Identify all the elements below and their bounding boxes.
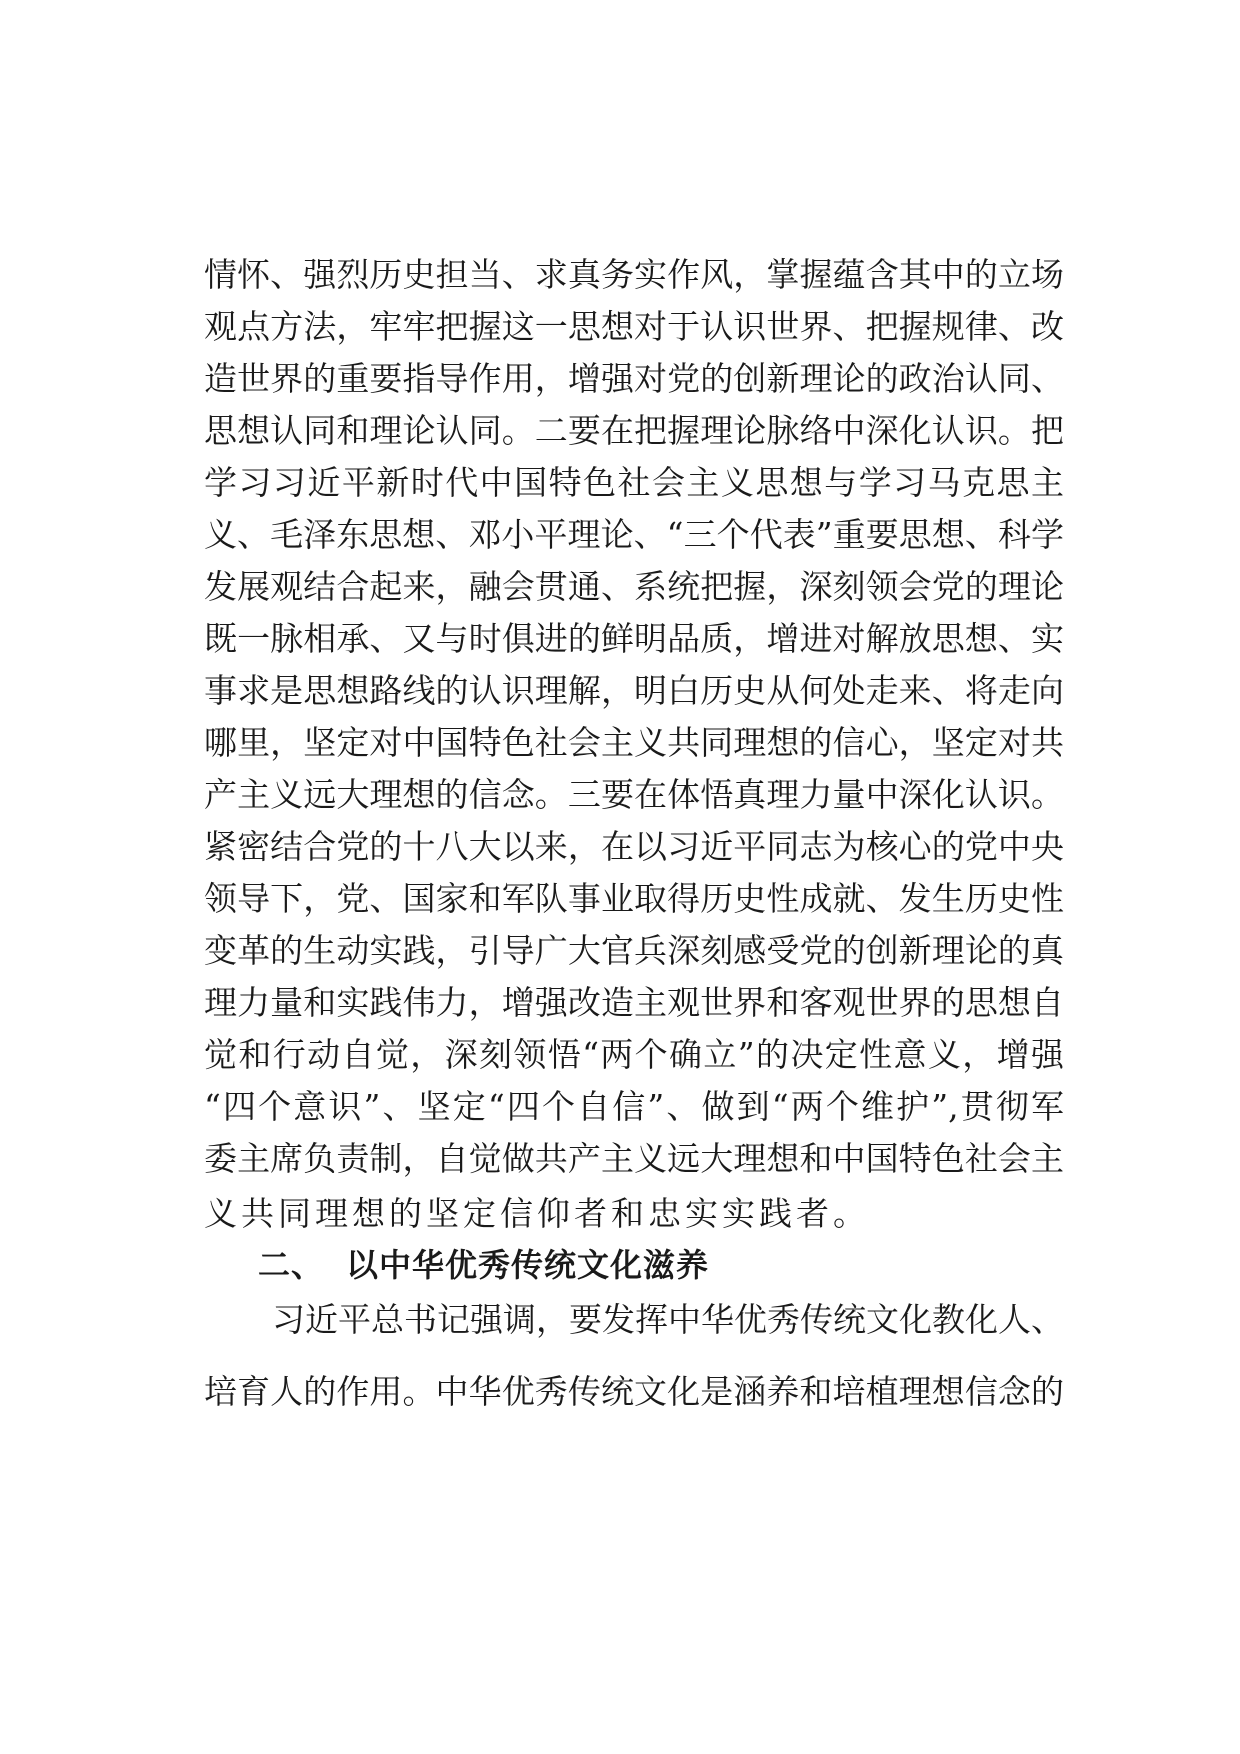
body-line-9: 事求是思想路线的认识理解，明白历史从何处走来、将走向 — [204, 671, 1064, 710]
body-line-1: 情怀、强烈历史担当、求真务实作风，掌握蕴含其中的立场 — [204, 255, 1064, 294]
body-line-8: 既一脉相承、又与时俱进的鲜明品质，增进对解放思想、实 — [204, 619, 1064, 658]
para2-line-1: 习近平总书记强调，要发挥中华优秀传统文化教化人、 — [272, 1300, 1064, 1339]
body-line-3: 造世界的重要指导作用，增强对党的创新理论的政治认同、 — [204, 359, 1064, 398]
body-line-7: 发展观结合起来，融会贯通、系统把握，深刻领会党的理论 — [204, 567, 1064, 606]
body-line-19: 义共同理想的坚定信仰者和忠实实践者。 — [204, 1194, 870, 1233]
body-line-5: 学习习近平新时代中国特色社会主义思想与学习马克思主 — [204, 463, 1064, 502]
body-line-12: 紧密结合党的十八大以来，在以习近平同志为核心的党中央 — [204, 827, 1064, 866]
body-line-11: 产主义远大理想的信念。三要在体悟真理力量中深化认识。 — [204, 775, 1064, 814]
body-line-2: 观点方法，牢牢把握这一思想对于认识世界、把握规律、改 — [204, 307, 1064, 346]
body-line-17: “四个意识”、坚定“四个自信”、做到“两个维护”,贯彻军 — [204, 1087, 1064, 1126]
body-line-16: 觉和行动自觉，深刻领悟“两个确立”的决定性意义，增强 — [204, 1035, 1064, 1074]
para2-line-2: 培育人的作用。中华优秀传统文化是涵养和培植理想信念的 — [204, 1372, 1064, 1411]
body-line-13: 领导下，党、国家和军队事业取得历史性成就、发生历史性 — [204, 879, 1064, 918]
body-line-15: 理力量和实践伟力，增强改造主观世界和客观世界的思想自 — [204, 983, 1064, 1022]
body-line-18: 委主席负责制，自觉做共产主义远大理想和中国特色社会主 — [204, 1139, 1064, 1178]
body-line-4: 思想认同和理论认同。二要在把握理论脉络中深化认识。把 — [204, 411, 1064, 450]
section-heading-number: 二、 — [258, 1246, 325, 1284]
body-line-10: 哪里，坚定对中国特色社会主义共同理想的信心，坚定对共 — [204, 723, 1064, 762]
section-heading-title: 以中华优秀传统文化滋养 — [346, 1246, 710, 1284]
section-heading — [258, 1245, 709, 1285]
body-line-14: 变革的生动实践，引导广大官兵深刻感受党的创新理论的真 — [204, 931, 1064, 970]
body-line-6: 义、毛泽东思想、邓小平理论、“三个代表”重要思想、科学 — [204, 515, 1064, 554]
